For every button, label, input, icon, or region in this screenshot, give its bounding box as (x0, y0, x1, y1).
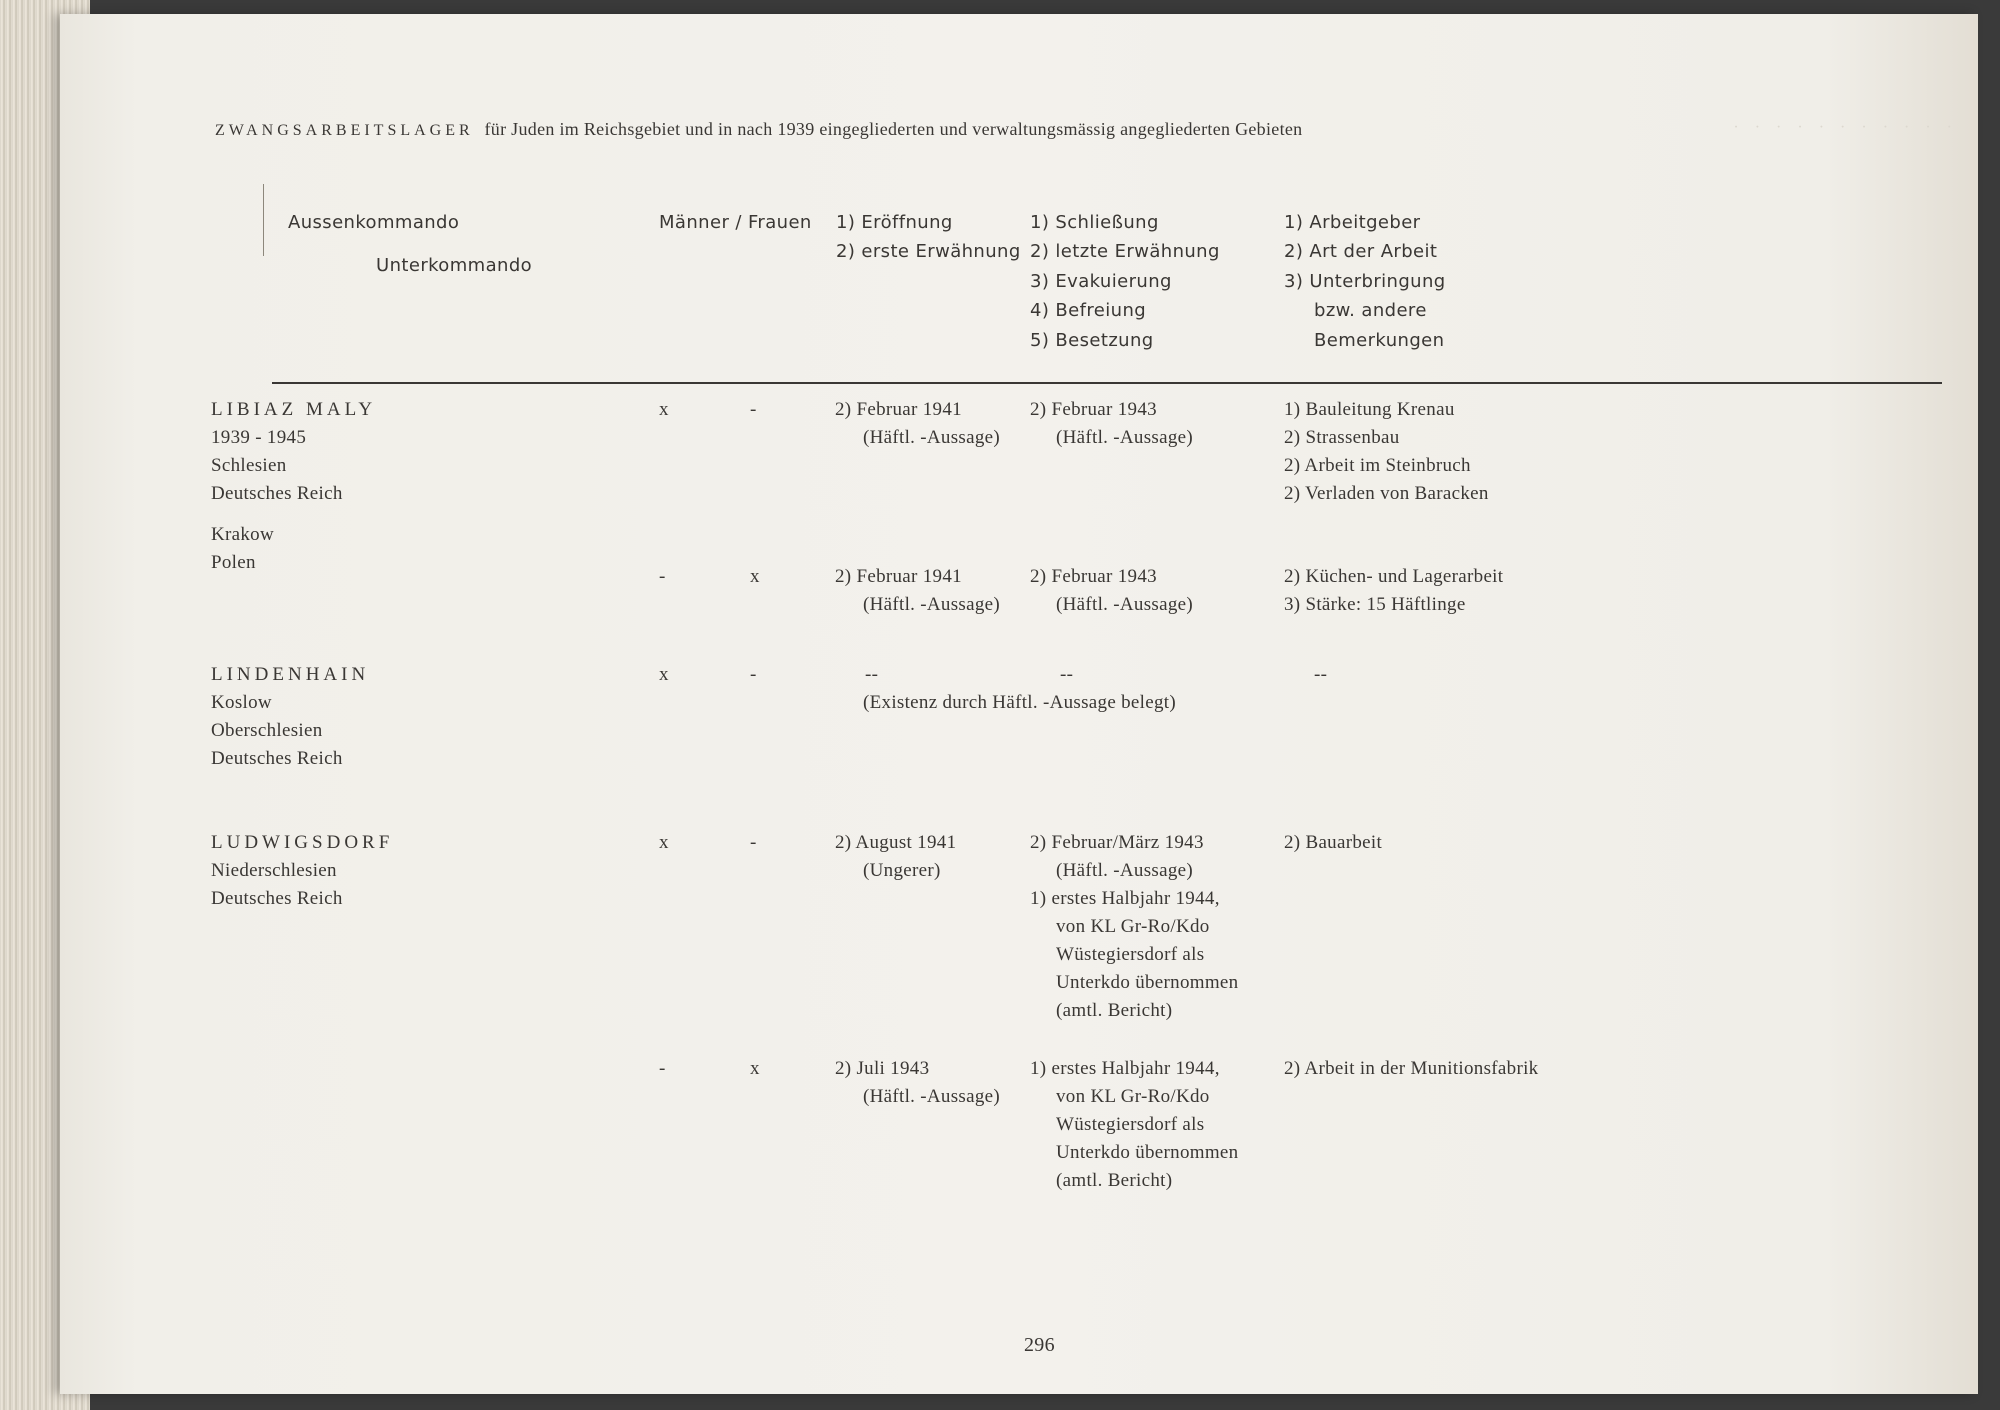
entry-lindenhain-open: -- (865, 664, 879, 685)
page-number: 296 (1024, 1334, 1055, 1356)
col-eroeffnung-2: 2) erste Erwähnung (836, 241, 1021, 262)
entry-ludwigsdorf-name: LUDWIGSDORF (211, 832, 394, 853)
entry-ludwigsdorf-close-7: (amtl. Bericht) (1056, 1000, 1173, 1021)
col-eroeffnung-1: 1) Eröffnung (836, 212, 953, 233)
entry-libiaz-close-2: (Häftl. -Aussage) (1056, 427, 1193, 448)
entry-lindenhain-work: -- (1314, 664, 1328, 685)
sub-krakow-country: Polen (211, 552, 256, 573)
entry-lindenhain-region: Oberschlesien (211, 720, 323, 741)
entry-lindenhain-close: -- (1060, 664, 1074, 685)
sub-ludwigsdorf-f: x (750, 1058, 760, 1079)
col-arbeitgeber-3: 3) Unterbringung (1284, 271, 1446, 292)
col-schliessung-4: 4) Befreiung (1030, 300, 1147, 321)
sub-ludwigsdorf-open-2: (Häftl. -Aussage) (863, 1086, 1000, 1107)
entry-lindenhain-m: x (659, 664, 669, 685)
col-schliessung-5: 5) Besetzung (1030, 330, 1154, 351)
entry-libiaz-open-1: 2) Februar 1941 (835, 399, 962, 420)
entry-ludwigsdorf-close-5: Wüstegiersdorf als (1056, 944, 1205, 965)
entry-lindenhain-note: (Existenz durch Häftl. -Aussage belegt) (863, 692, 1176, 713)
sub-ludwigsdorf-m: - (659, 1058, 666, 1079)
entry-lindenhain-country: Deutsches Reich (211, 748, 343, 769)
page-title (215, 120, 1302, 139)
entry-libiaz-region: Schlesien (211, 455, 287, 476)
entry-ludwigsdorf-m: x (659, 832, 669, 853)
entry-ludwigsdorf-open-1: 2) August 1941 (835, 832, 957, 853)
entry-ludwigsdorf-close-4: von KL Gr-Ro/Kdo (1056, 916, 1210, 937)
col-unterkommando: Unterkommando (376, 255, 533, 276)
col-maenner-frauen: Männer / Frauen (659, 212, 812, 233)
sub-krakow-work-2: 3) Stärke: 15 Häftlinge (1284, 594, 1466, 615)
col-schliessung-2: 2) letzte Erwähnung (1030, 241, 1220, 262)
sub-krakow-name: Krakow (211, 524, 275, 545)
col-arbeitgeber-1: 1) Arbeitgeber (1284, 212, 1421, 233)
entry-libiaz-open-2: (Häftl. -Aussage) (863, 427, 1000, 448)
entry-lindenhain-name: LINDENHAIN (211, 664, 370, 685)
entry-libiaz-f: - (750, 399, 757, 420)
sub-ludwigsdorf-close-4: Unterkdo übernommen (1056, 1142, 1239, 1163)
title-caps: ZWANGSARBEITSLAGER (215, 122, 474, 139)
sub-ludwigsdorf-work-1: 2) Arbeit in der Munitionsfabrik (1284, 1058, 1539, 1079)
sub-krakow-close-2: (Häftl. -Aussage) (1056, 594, 1193, 615)
entry-ludwigsdorf-open-2: (Ungerer) (863, 860, 941, 881)
entry-libiaz-country: Deutsches Reich (211, 483, 343, 504)
sub-krakow-close-1: 2) Februar 1943 (1030, 566, 1157, 587)
sub-ludwigsdorf-close-5: (amtl. Bericht) (1056, 1170, 1173, 1191)
entry-libiaz-years: 1939 - 1945 (211, 427, 307, 448)
entry-libiaz-m: x (659, 399, 669, 420)
entry-lindenhain-f: - (750, 664, 757, 685)
sub-krakow-open-1: 2) Februar 1941 (835, 566, 962, 587)
col-arbeitgeber-5: Bemerkungen (1314, 330, 1445, 351)
header-rule (272, 382, 1942, 384)
entry-ludwigsdorf-work-1: 2) Bauarbeit (1284, 832, 1383, 853)
col-aussenkommando: Aussenkommando (288, 212, 460, 233)
entry-ludwigsdorf-region: Niederschlesien (211, 860, 337, 881)
entry-libiaz-close-1: 2) Februar 1943 (1030, 399, 1157, 420)
sub-krakow-m: - (659, 566, 666, 587)
bleed-through-text: · · · · · · · · · · · (1733, 119, 1958, 136)
entry-ludwigsdorf-f: - (750, 832, 757, 853)
entry-ludwigsdorf-close-2: (Häftl. -Aussage) (1056, 860, 1193, 881)
sub-krakow-open-2: (Häftl. -Aussage) (863, 594, 1000, 615)
entry-libiaz-name: LIBIAZ MALY (211, 399, 377, 420)
entry-lindenhain-line2: Koslow (211, 692, 272, 713)
entry-ludwigsdorf-close-6: Unterkdo übernommen (1056, 972, 1239, 993)
entry-libiaz-work-1: 1) Bauleitung Krenau (1284, 399, 1455, 420)
sub-ludwigsdorf-close-2: von KL Gr-Ro/Kdo (1056, 1086, 1210, 1107)
entry-ludwigsdorf-close-3: 1) erstes Halbjahr 1944, (1030, 888, 1220, 909)
col-arbeitgeber-4: bzw. andere (1314, 300, 1427, 321)
sub-ludwigsdorf-close-3: Wüstegiersdorf als (1056, 1114, 1205, 1135)
sub-krakow-work-1: 2) Küchen- und Lagerarbeit (1284, 566, 1504, 587)
margin-mark (263, 184, 264, 256)
sub-krakow-f: x (750, 566, 760, 587)
entry-libiaz-work-3: 2) Arbeit im Steinbruch (1284, 455, 1471, 476)
book-page (60, 14, 1978, 1394)
col-schliessung-3: 3) Evakuierung (1030, 271, 1172, 292)
entry-libiaz-work-2: 2) Strassenbau (1284, 427, 1400, 448)
col-schliessung-1: 1) Schließung (1030, 212, 1159, 233)
entry-ludwigsdorf-close-1: 2) Februar/März 1943 (1030, 832, 1204, 853)
sub-ludwigsdorf-open-1: 2) Juli 1943 (835, 1058, 930, 1079)
col-arbeitgeber-2: 2) Art der Arbeit (1284, 241, 1438, 262)
entry-ludwigsdorf-country: Deutsches Reich (211, 888, 343, 909)
sub-ludwigsdorf-close-1: 1) erstes Halbjahr 1944, (1030, 1058, 1220, 1079)
entry-libiaz-work-4: 2) Verladen von Baracken (1284, 483, 1489, 504)
title-rest: für Juden im Reichsgebiet und in nach 1939 eingegliederten und verwaltungsmässig angegliederten Gebieten (484, 119, 1303, 139)
